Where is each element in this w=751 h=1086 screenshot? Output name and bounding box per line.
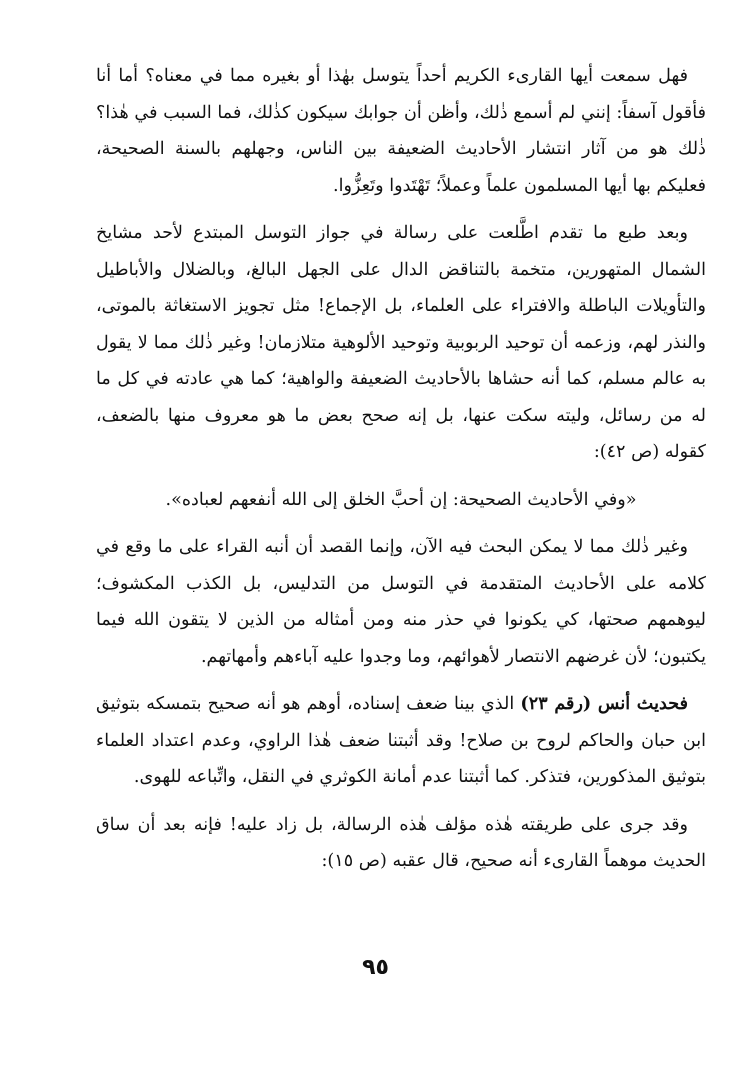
paragraph-2: وبعد طبع ما تقدم اطَّلعت على رسالة في جواز التوسل المبتدع لأحد مشايخ الشمال المتهورين، متخمة بالتناقض الدال على الجهل البالغ، وبالضلال والأباطيل والتأويلات الباطلة والافتراء على العلماء، بل الإجماع! مثل تجويز الاستغاثة بالموتى، والنذر لهم، وزعمه أن توحيد الربوبية وتوحيد الألوهية متلازمان! وغير ذٰلك مما لا يقول به عالم مسلم، كما أنه حشاها بالأحاديث الضعيفة والواهية؛ كما هي عادته في كل ما له من رسائل، وليته سكت عنها، بل إنه صحح بعض ما هو معروف منها بالضعف، كقوله (ص ٤٢): xyxy=(96,223,706,462)
paragraph-4-lead: فحديث أنس (رقم ٢٣) xyxy=(520,693,688,714)
hadith-quote: «وفي الأحاديث الصحيحة: إن أحبَّ الخلق إلى الله أنفعهم لعباده». xyxy=(165,489,637,510)
paragraph-1: فهل سمعت أيها القارىء الكريم أحداً يتوسل بهٰذا أو بغيره مما في معناه؟ أما أنا فأقول آسفاً: إنني لم أسمع ذٰلك، وأظن أن جوابك سيكون كذٰلك، فما السبب في هٰذا؟ ذٰلك هو من آثار انتشار الأحاديث الضعيفة بين الناس، وجهلهم بالسنة الصحيحة، فعليكم بها أيها المسلمون علماً وعملاً؛ تَهْتَدوا وتَعِزُّوا. xyxy=(96,66,706,196)
page-body xyxy=(96,58,706,880)
paragraph-4 xyxy=(96,686,706,796)
paragraph-3: وغير ذٰلك مما لا يمكن البحث فيه الآن، وإنما القصد أن أنبه القراء على ما وقع في كلامه على الأحاديث المتقدمة في التوسل من التدليس، بل الكذب المكشوف؛ ليوهمهم صحتها، كي يكونوا في حذر منه ومن أمثاله من الذين لا يتقون الله فيما يكتبون؛ لأن غرضهم الانتصار لأهوائهم، وما وجدوا عليه آباءهم وأمهاتهم. xyxy=(96,537,706,667)
paragraph-5: وقد جرى على طريقته هٰذه مؤلف هٰذه الرسالة، بل زاد عليه! فإنه بعد أن ساق الحديث موهماً القارىء أنه صحيح، قال عقبه (ص ١٥): xyxy=(96,814,706,871)
paragraph-4-text: الذي بينا ضعف إسناده، أوهم هو أنه صحيح بتمسكه بتوثيق ابن حبان والحاكم لروح بن صلاح! وقد أثبتنا ضعف هٰذا الراوي، وعدم اعتداد العلماء بتوثيق المذكورين، فتذكر. كما أثبتنا عدم أمانة الكوثري في النقل، واتِّباعه للهوى. xyxy=(96,694,706,787)
page-number: ٩٥ xyxy=(362,955,389,980)
